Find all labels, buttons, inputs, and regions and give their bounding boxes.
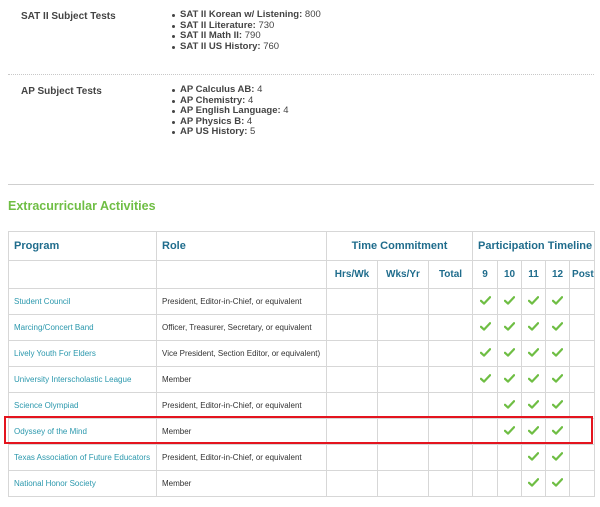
- grade-10-cell: [498, 367, 522, 393]
- grade-10-cell: [498, 315, 522, 341]
- table-subheader-row: [9, 261, 595, 289]
- checkmark-icon: [528, 452, 539, 461]
- header-role: Role: [157, 232, 327, 261]
- ap-label: AP Subject Tests: [21, 86, 102, 97]
- grade-10-cell: [498, 471, 522, 497]
- grade-9-cell: [473, 315, 498, 341]
- program-link[interactable]: Lively Youth For Elders: [9, 341, 157, 367]
- checkmark-icon: [552, 400, 563, 409]
- hrs-wk-cell: [327, 289, 378, 315]
- grade-11-cell: [522, 289, 546, 315]
- grade-9-cell: [473, 445, 498, 471]
- total-cell: [429, 289, 473, 315]
- wks-yr-cell: [378, 315, 429, 341]
- score-item: AP Physics B: 4: [171, 117, 289, 128]
- total-cell: [429, 315, 473, 341]
- total-cell: [429, 393, 473, 419]
- table-header-row: [9, 232, 595, 261]
- checkmark-icon: [552, 374, 563, 383]
- grade-post-cell: [570, 471, 595, 497]
- table-row: [9, 289, 595, 315]
- grade-12-cell: [546, 315, 570, 341]
- role-cell: President, Editor-in-Chief, or equivalent: [157, 445, 327, 471]
- grade-9-cell: [473, 289, 498, 315]
- header-wks-yr: Wks/Yr: [378, 261, 429, 289]
- checkmark-icon: [528, 478, 539, 487]
- header-grade-9: 9: [473, 261, 498, 289]
- role-cell: President, Editor-in-Chief, or equivalent: [157, 393, 327, 419]
- checkmark-icon: [480, 374, 491, 383]
- grade-12-cell: [546, 445, 570, 471]
- program-link[interactable]: National Honor Society: [9, 471, 157, 497]
- grade-12-cell: [546, 393, 570, 419]
- section-divider: [8, 184, 594, 185]
- header-participation-timeline: Participation Timeline: [473, 232, 595, 261]
- role-cell: Vice President, Section Editor, or equivalent): [157, 341, 327, 367]
- table-row: [9, 341, 595, 367]
- subheader-blank: [157, 261, 327, 289]
- program-link[interactable]: Odyssey of the Mind: [9, 419, 157, 445]
- program-link[interactable]: Marcing/Concert Band: [9, 315, 157, 341]
- checkmark-icon: [504, 374, 515, 383]
- grade-post-cell: [570, 445, 595, 471]
- program-link[interactable]: Student Council: [9, 289, 157, 315]
- checkmark-icon: [552, 478, 563, 487]
- hrs-wk-cell: [327, 393, 378, 419]
- score-item: AP US History: 5: [171, 127, 289, 138]
- score-item: AP Chemistry: 4: [171, 96, 289, 107]
- header-total: Total: [429, 261, 473, 289]
- grade-10-cell: [498, 289, 522, 315]
- checkmark-icon: [528, 400, 539, 409]
- checkmark-icon: [528, 322, 539, 331]
- checkmark-icon: [504, 322, 515, 331]
- role-cell: Member: [157, 471, 327, 497]
- role-cell: Member: [157, 367, 327, 393]
- grade-post-cell: [570, 393, 595, 419]
- table-row: [9, 367, 595, 393]
- grade-9-cell: [473, 341, 498, 367]
- grade-post-cell: [570, 289, 595, 315]
- extracurricular-title: Extracurricular Activities: [8, 199, 156, 213]
- score-item: SAT II Math II: 790: [171, 31, 321, 42]
- grade-11-cell: [522, 315, 546, 341]
- hrs-wk-cell: [327, 315, 378, 341]
- grade-11-cell: [522, 445, 546, 471]
- grade-11-cell: [522, 471, 546, 497]
- score-item: AP English Language: 4: [171, 106, 289, 117]
- header-time-commitment: Time Commitment: [327, 232, 473, 261]
- checkmark-icon: [552, 296, 563, 305]
- grade-12-cell: [546, 289, 570, 315]
- role-cell: President, Editor-in-Chief, or equivalent: [157, 289, 327, 315]
- sat-ii-label: SAT II Subject Tests: [21, 11, 116, 22]
- checkmark-icon: [480, 348, 491, 357]
- table-row: [9, 315, 595, 341]
- checkmark-icon: [552, 348, 563, 357]
- hrs-wk-cell: [327, 367, 378, 393]
- header-program: Program: [9, 232, 157, 261]
- table-row: [9, 393, 595, 419]
- role-cell: Officer, Treasurer, Secretary, or equivalent: [157, 315, 327, 341]
- sat-ii-score-list: [171, 10, 321, 52]
- grade-11-cell: [522, 367, 546, 393]
- wks-yr-cell: [378, 341, 429, 367]
- checkmark-icon: [480, 322, 491, 331]
- score-item: AP Calculus AB: 4: [171, 85, 289, 96]
- wks-yr-cell: [378, 471, 429, 497]
- highlight-box: [4, 416, 593, 444]
- wks-yr-cell: [378, 289, 429, 315]
- ap-score-list: [171, 85, 289, 138]
- sat-ii-section: [8, 0, 594, 75]
- subheader-blank: [9, 261, 157, 289]
- checkmark-icon: [528, 348, 539, 357]
- checkmark-icon: [504, 400, 515, 409]
- table-row: [9, 445, 595, 471]
- score-item: SAT II Literature: 730: [171, 21, 321, 32]
- total-cell: [429, 471, 473, 497]
- total-cell: [429, 367, 473, 393]
- grade-11-cell: [522, 341, 546, 367]
- header-grade-12: 12: [546, 261, 570, 289]
- hrs-wk-cell: [327, 471, 378, 497]
- grade-12-cell: [546, 367, 570, 393]
- table-row: [9, 471, 595, 497]
- total-cell: [429, 445, 473, 471]
- grade-12-cell: [546, 471, 570, 497]
- total-cell: [429, 341, 473, 367]
- grade-12-cell: [546, 341, 570, 367]
- header-post: Post: [570, 261, 595, 289]
- hrs-wk-cell: [327, 341, 378, 367]
- header-grade-11: 11: [522, 261, 546, 289]
- checkmark-icon: [480, 296, 491, 305]
- extracurricular-table-body: [9, 289, 595, 497]
- grade-10-cell: [498, 445, 522, 471]
- grade-9-cell: [473, 367, 498, 393]
- role-cell: Member: [157, 419, 327, 445]
- program-link[interactable]: University Interscholastic League: [9, 367, 157, 393]
- wks-yr-cell: [378, 367, 429, 393]
- ap-section: [8, 75, 594, 165]
- grade-post-cell: [570, 341, 595, 367]
- grade-10-cell: [498, 341, 522, 367]
- hrs-wk-cell: [327, 445, 378, 471]
- checkmark-icon: [528, 296, 539, 305]
- checkmark-icon: [504, 296, 515, 305]
- wks-yr-cell: [378, 445, 429, 471]
- checkmark-icon: [504, 348, 515, 357]
- header-grade-10: 10: [498, 261, 522, 289]
- grade-10-cell: [498, 393, 522, 419]
- grade-post-cell: [570, 315, 595, 341]
- wks-yr-cell: [378, 393, 429, 419]
- score-item: SAT II Korean w/ Listening: 800: [171, 10, 321, 21]
- score-item: SAT II US History: 760: [171, 42, 321, 53]
- checkmark-icon: [552, 322, 563, 331]
- checkmark-icon: [528, 374, 539, 383]
- grade-9-cell: [473, 393, 498, 419]
- grade-11-cell: [522, 393, 546, 419]
- header-hrs-wk: Hrs/Wk: [327, 261, 378, 289]
- checkmark-icon: [552, 452, 563, 461]
- program-link[interactable]: Texas Association of Future Educators: [9, 445, 157, 471]
- grade-9-cell: [473, 471, 498, 497]
- extracurricular-table: [8, 231, 595, 497]
- program-link[interactable]: Science Olympiad: [9, 393, 157, 419]
- grade-post-cell: [570, 367, 595, 393]
